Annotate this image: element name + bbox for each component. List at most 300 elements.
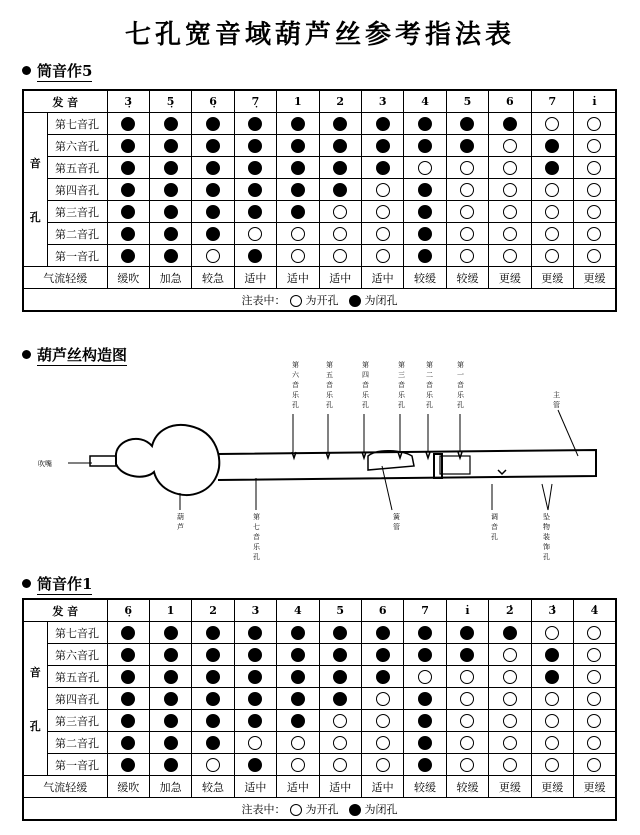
fingering-cell: [234, 666, 276, 688]
fingering-cell: [446, 157, 488, 179]
fingering-cell: [319, 245, 361, 267]
closed-hole-icon: [164, 139, 178, 153]
closed-hole-icon: [545, 648, 559, 662]
fingering-cell: [446, 179, 488, 201]
closed-hole-icon: [418, 205, 432, 219]
fingering-cell: [107, 157, 149, 179]
legend-prefix: 注表中：: [241, 293, 286, 307]
closed-hole-icon: [418, 117, 432, 131]
closed-hole-icon: [333, 117, 347, 131]
reed-shape: [368, 451, 414, 470]
diagram-label-hole3: 第三音乐孔: [398, 361, 405, 409]
open-hole-icon: [248, 736, 262, 750]
open-hole-icon: [333, 736, 347, 750]
legend-open: 为开孔: [305, 802, 339, 816]
fingering-cell: [277, 179, 319, 201]
section-heading-text: 筒音作5: [37, 62, 93, 80]
closed-hole-icon: [248, 714, 262, 728]
fingering-table-2: [22, 598, 617, 821]
closed-hole-icon: [248, 626, 262, 640]
open-hole-icon: [503, 205, 517, 219]
fingering-cell: [361, 245, 403, 267]
fingering-cell: [277, 688, 319, 710]
fingering-table-1: [22, 89, 617, 312]
open-hole-icon: [545, 758, 559, 772]
closed-hole-icon: [206, 117, 220, 131]
airflow-row: [23, 267, 616, 289]
airflow-value: 较缓: [446, 267, 488, 289]
fingering-cell: [149, 688, 191, 710]
airflow-value: 适中: [277, 267, 319, 289]
closed-hole-icon: [291, 117, 305, 131]
legend-open: 为开孔: [305, 293, 339, 307]
closed-hole-icon: [121, 117, 135, 131]
fingering-cell: [192, 179, 234, 201]
open-hole-icon: [503, 758, 517, 772]
fingering-cell: [234, 644, 276, 666]
fingering-cell: [573, 666, 616, 688]
fingering-cell: [531, 135, 573, 157]
hole-name: 第五音孔: [47, 666, 107, 688]
closed-hole-icon: [206, 161, 220, 175]
airflow-value: 更缓: [489, 776, 531, 798]
fingering-cell: [319, 666, 361, 688]
fingering-cell: [573, 157, 616, 179]
fingering-cell: [531, 201, 573, 223]
table-row: [23, 113, 616, 135]
open-hole-icon: [545, 227, 559, 241]
fingering-cell: [319, 732, 361, 754]
fingering-cell: [404, 157, 446, 179]
note-header: 7: [404, 599, 446, 622]
fingering-cell: [234, 710, 276, 732]
closed-hole-icon: [121, 183, 135, 197]
fingering-cell: [319, 157, 361, 179]
header-row: [23, 599, 616, 622]
fingering-cell: [192, 732, 234, 754]
header-label: 发 音: [23, 599, 107, 622]
airflow-value: 较缓: [404, 267, 446, 289]
note-header: 5̣: [149, 90, 191, 113]
table-row: [23, 179, 616, 201]
fingering-cell: [149, 732, 191, 754]
closed-hole-icon: [121, 626, 135, 640]
open-hole-icon: [545, 714, 559, 728]
legend-closed: 为闭孔: [364, 802, 398, 816]
leader-lines: [68, 410, 578, 510]
open-hole-icon: [545, 692, 559, 706]
fingering-cell: [573, 113, 616, 135]
diagram-label-main-pipe: 主管: [553, 391, 560, 409]
table-row: [23, 688, 616, 710]
fingering-cell: [446, 754, 488, 776]
open-hole-icon: [587, 117, 601, 131]
fingering-cell: [489, 666, 531, 688]
fingering-cell: [489, 754, 531, 776]
fingering-cell: [404, 223, 446, 245]
table-row: [23, 666, 616, 688]
note-header: 1: [277, 90, 319, 113]
table-row: [23, 710, 616, 732]
closed-hole-icon: [418, 692, 432, 706]
open-hole-icon: [418, 161, 432, 175]
table-row: [23, 622, 616, 644]
open-hole-icon: [545, 736, 559, 750]
note-header: i̇: [446, 599, 488, 622]
closed-hole-icon: [418, 758, 432, 772]
fingering-cell: [192, 135, 234, 157]
note-header: 4: [404, 90, 446, 113]
open-hole-icon: [376, 249, 390, 263]
fingering-cell: [361, 622, 403, 644]
closed-hole-icon: [121, 249, 135, 263]
fingering-cell: [149, 135, 191, 157]
closed-hole-icon: [248, 648, 262, 662]
open-hole-icon: [333, 227, 347, 241]
header-label: 发 音: [23, 90, 107, 113]
fingering-cell: [277, 622, 319, 644]
airflow-value: 更缓: [531, 267, 573, 289]
legend: [23, 289, 616, 312]
fingering-cell: [573, 245, 616, 267]
fingering-cell: [404, 113, 446, 135]
closed-hole-icon: [164, 205, 178, 219]
closed-hole-icon: [248, 183, 262, 197]
closed-hole-icon: [418, 183, 432, 197]
fingering-cell: [149, 666, 191, 688]
fingering-cell: [489, 732, 531, 754]
hole-name: 第四音孔: [47, 688, 107, 710]
fingering-cell: [107, 179, 149, 201]
open-hole-icon: [545, 626, 559, 640]
fingering-cell: [149, 622, 191, 644]
closed-hole-icon: [333, 183, 347, 197]
open-hole-icon: [545, 205, 559, 219]
fingering-cell: [446, 666, 488, 688]
fingering-cell: [234, 622, 276, 644]
open-hole-icon: [376, 205, 390, 219]
diagram-label-hole7: 第七音乐孔: [253, 513, 260, 561]
fingering-cell: [234, 732, 276, 754]
airflow-value: 加急: [149, 776, 191, 798]
fingering-cell: [573, 201, 616, 223]
closed-hole-icon: [164, 183, 178, 197]
closed-hole-icon: [291, 139, 305, 153]
open-hole-icon: [333, 758, 347, 772]
open-hole-icon: [290, 295, 302, 307]
closed-hole-icon: [333, 161, 347, 175]
section-heading-text: 葫芦丝构造图: [37, 346, 128, 364]
airflow-value: 更缓: [489, 267, 531, 289]
closed-hole-icon: [164, 117, 178, 131]
fingering-cell: [531, 157, 573, 179]
open-hole-icon: [587, 205, 601, 219]
note-header: i̇: [573, 90, 616, 113]
open-hole-icon: [587, 161, 601, 175]
closed-hole-icon: [418, 648, 432, 662]
fingering-cell: [361, 732, 403, 754]
closed-hole-icon: [291, 626, 305, 640]
open-hole-icon: [290, 804, 302, 816]
fingering-cell: [234, 245, 276, 267]
open-hole-icon: [333, 249, 347, 263]
open-hole-icon: [503, 227, 517, 241]
closed-hole-icon: [333, 139, 347, 153]
closed-hole-icon: [376, 670, 390, 684]
fingering-cell: [573, 688, 616, 710]
legend: [23, 798, 616, 821]
fingering-cell: [361, 135, 403, 157]
open-hole-icon: [587, 714, 601, 728]
closed-hole-icon: [206, 648, 220, 662]
closed-hole-icon: [291, 692, 305, 706]
closed-hole-icon: [121, 736, 135, 750]
header-row: [23, 90, 616, 113]
open-hole-icon: [587, 227, 601, 241]
open-hole-icon: [460, 714, 474, 728]
fingering-cell: [319, 201, 361, 223]
open-hole-icon: [291, 249, 305, 263]
diagram-label-hanging-hole: 坠物装饰孔: [543, 513, 550, 561]
fingering-cell: [107, 710, 149, 732]
closed-hole-icon: [164, 692, 178, 706]
closed-hole-icon: [460, 139, 474, 153]
closed-hole-icon: [291, 161, 305, 175]
airflow-value: 适中: [361, 267, 403, 289]
open-hole-icon: [376, 714, 390, 728]
fingering-cell: [531, 245, 573, 267]
closed-hole-icon: [121, 670, 135, 684]
fingering-cell: [404, 201, 446, 223]
fingering-cell: [107, 245, 149, 267]
hole-name: 第三音孔: [47, 201, 107, 223]
open-hole-icon: [460, 692, 474, 706]
open-hole-icon: [248, 227, 262, 241]
airflow-value: 适中: [361, 776, 403, 798]
airflow-value: 较缓: [404, 776, 446, 798]
note-header: 2̇: [489, 599, 531, 622]
closed-hole-icon: [164, 736, 178, 750]
fingering-cell: [277, 754, 319, 776]
closed-hole-icon: [121, 758, 135, 772]
fingering-cell: [531, 688, 573, 710]
open-hole-icon: [291, 227, 305, 241]
legend-row: [23, 798, 616, 821]
diagram-label-gourd: 葫芦: [177, 513, 184, 531]
closed-hole-icon: [376, 626, 390, 640]
table-row: [23, 157, 616, 179]
closed-hole-icon: [121, 227, 135, 241]
open-hole-icon: [333, 714, 347, 728]
closed-hole-icon: [349, 295, 361, 307]
fingering-cell: [573, 732, 616, 754]
fingering-cell: [361, 688, 403, 710]
closed-hole-icon: [418, 736, 432, 750]
open-hole-icon: [460, 161, 474, 175]
fingering-cell: [149, 223, 191, 245]
open-hole-icon: [587, 626, 601, 640]
fingering-cell: [277, 223, 319, 245]
open-hole-icon: [376, 692, 390, 706]
note-header: 2: [192, 599, 234, 622]
group-label-bottom: 孔: [29, 210, 41, 224]
fingering-cell: [489, 157, 531, 179]
fingering-cell: [404, 666, 446, 688]
closed-hole-icon: [206, 670, 220, 684]
fingering-cell: [531, 754, 573, 776]
note-header: 5: [319, 599, 361, 622]
open-hole-icon: [587, 670, 601, 684]
fingering-cell: [277, 666, 319, 688]
fingering-cell: [107, 223, 149, 245]
diagram-label-hole6: 第六音乐孔: [292, 361, 299, 409]
open-hole-icon: [587, 249, 601, 263]
fingering-cell: [361, 179, 403, 201]
fingering-cell: [573, 644, 616, 666]
fingering-cell: [446, 644, 488, 666]
fingering-cell: [573, 754, 616, 776]
open-hole-icon: [376, 736, 390, 750]
fingering-cell: [149, 644, 191, 666]
closed-hole-icon: [248, 139, 262, 153]
fingering-cell: [489, 688, 531, 710]
fingering-cell: [107, 666, 149, 688]
closed-hole-icon: [460, 117, 474, 131]
open-hole-icon: [503, 648, 517, 662]
fingering-cell: [319, 113, 361, 135]
group-label-top: 音: [29, 665, 41, 679]
closed-hole-icon: [206, 183, 220, 197]
open-hole-icon: [503, 183, 517, 197]
fingering-cell: [192, 666, 234, 688]
fingering-cell: [404, 710, 446, 732]
closed-hole-icon: [206, 139, 220, 153]
closed-hole-icon: [291, 714, 305, 728]
closed-hole-icon: [503, 626, 517, 640]
open-hole-icon: [503, 736, 517, 750]
fingering-cell: [573, 710, 616, 732]
fingering-cell: [319, 179, 361, 201]
fingering-cell: [446, 710, 488, 732]
airflow-value: 适中: [277, 776, 319, 798]
finger-holes: [292, 452, 506, 474]
hulusi-diagram: [22, 360, 622, 570]
closed-hole-icon: [206, 205, 220, 219]
fingering-cell: [573, 223, 616, 245]
closed-hole-icon: [164, 758, 178, 772]
diagram-label-reed: 簧管: [393, 513, 400, 531]
gourd-shape: [116, 425, 219, 495]
fingering-cell: [361, 644, 403, 666]
closed-hole-icon: [164, 670, 178, 684]
open-hole-icon: [545, 249, 559, 263]
hole-name: 第二音孔: [47, 223, 107, 245]
closed-hole-icon: [206, 692, 220, 706]
diagram-label-tuning-hole: 调音孔: [491, 513, 498, 541]
fingering-cell: [404, 754, 446, 776]
fingering-cell: [192, 754, 234, 776]
closed-hole-icon: [164, 714, 178, 728]
open-hole-icon: [503, 249, 517, 263]
open-hole-icon: [460, 205, 474, 219]
closed-hole-icon: [206, 736, 220, 750]
closed-hole-icon: [206, 626, 220, 640]
hole-name: 第七音孔: [47, 622, 107, 644]
fingering-cell: [107, 113, 149, 135]
open-hole-icon: [587, 758, 601, 772]
section-heading-1: [22, 60, 92, 81]
open-hole-icon: [418, 670, 432, 684]
table-row: [23, 201, 616, 223]
hole-name: 第四音孔: [47, 179, 107, 201]
fingering-cell: [107, 201, 149, 223]
closed-hole-icon: [333, 626, 347, 640]
open-hole-icon: [587, 736, 601, 750]
fingering-cell: [489, 622, 531, 644]
fingering-cell: [277, 245, 319, 267]
open-hole-icon: [503, 692, 517, 706]
open-hole-icon: [503, 161, 517, 175]
main-pipe-shape: [218, 450, 596, 480]
fingering-cell: [319, 710, 361, 732]
closed-hole-icon: [206, 227, 220, 241]
closed-hole-icon: [248, 670, 262, 684]
note-header: 6̣: [192, 90, 234, 113]
open-hole-icon: [291, 758, 305, 772]
closed-hole-icon: [164, 161, 178, 175]
open-hole-icon: [587, 648, 601, 662]
fingering-cell: [361, 157, 403, 179]
closed-hole-icon: [376, 117, 390, 131]
fingering-cell: [234, 135, 276, 157]
fingering-cell: [234, 201, 276, 223]
hole-group-label: [23, 622, 47, 776]
fingering-cell: [404, 644, 446, 666]
fingering-cell: [531, 622, 573, 644]
fingering-cell: [192, 201, 234, 223]
open-hole-icon: [545, 117, 559, 131]
open-hole-icon: [460, 670, 474, 684]
closed-hole-icon: [291, 648, 305, 662]
fingering-cell: [573, 179, 616, 201]
closed-hole-icon: [503, 117, 517, 131]
fingering-cell: [277, 157, 319, 179]
open-hole-icon: [460, 183, 474, 197]
closed-hole-icon: [164, 249, 178, 263]
table-row: [23, 644, 616, 666]
closed-hole-icon: [418, 249, 432, 263]
fingering-cell: [489, 644, 531, 666]
open-hole-icon: [587, 139, 601, 153]
fingering-cell: [319, 644, 361, 666]
fingering-cell: [531, 732, 573, 754]
airflow-value: 适中: [319, 776, 361, 798]
fingering-cell: [573, 622, 616, 644]
fingering-cell: [489, 135, 531, 157]
airflow-row: [23, 776, 616, 798]
open-hole-icon: [376, 758, 390, 772]
fingering-cell: [319, 688, 361, 710]
fingering-cell: [234, 113, 276, 135]
fingering-cell: [531, 710, 573, 732]
closed-hole-icon: [418, 714, 432, 728]
diagram-label-mouthpiece: 吹嘴: [38, 460, 52, 468]
open-hole-icon: [206, 758, 220, 772]
fingering-cell: [319, 135, 361, 157]
fingering-cell: [277, 113, 319, 135]
fingering-cell: [107, 754, 149, 776]
closed-hole-icon: [349, 804, 361, 816]
